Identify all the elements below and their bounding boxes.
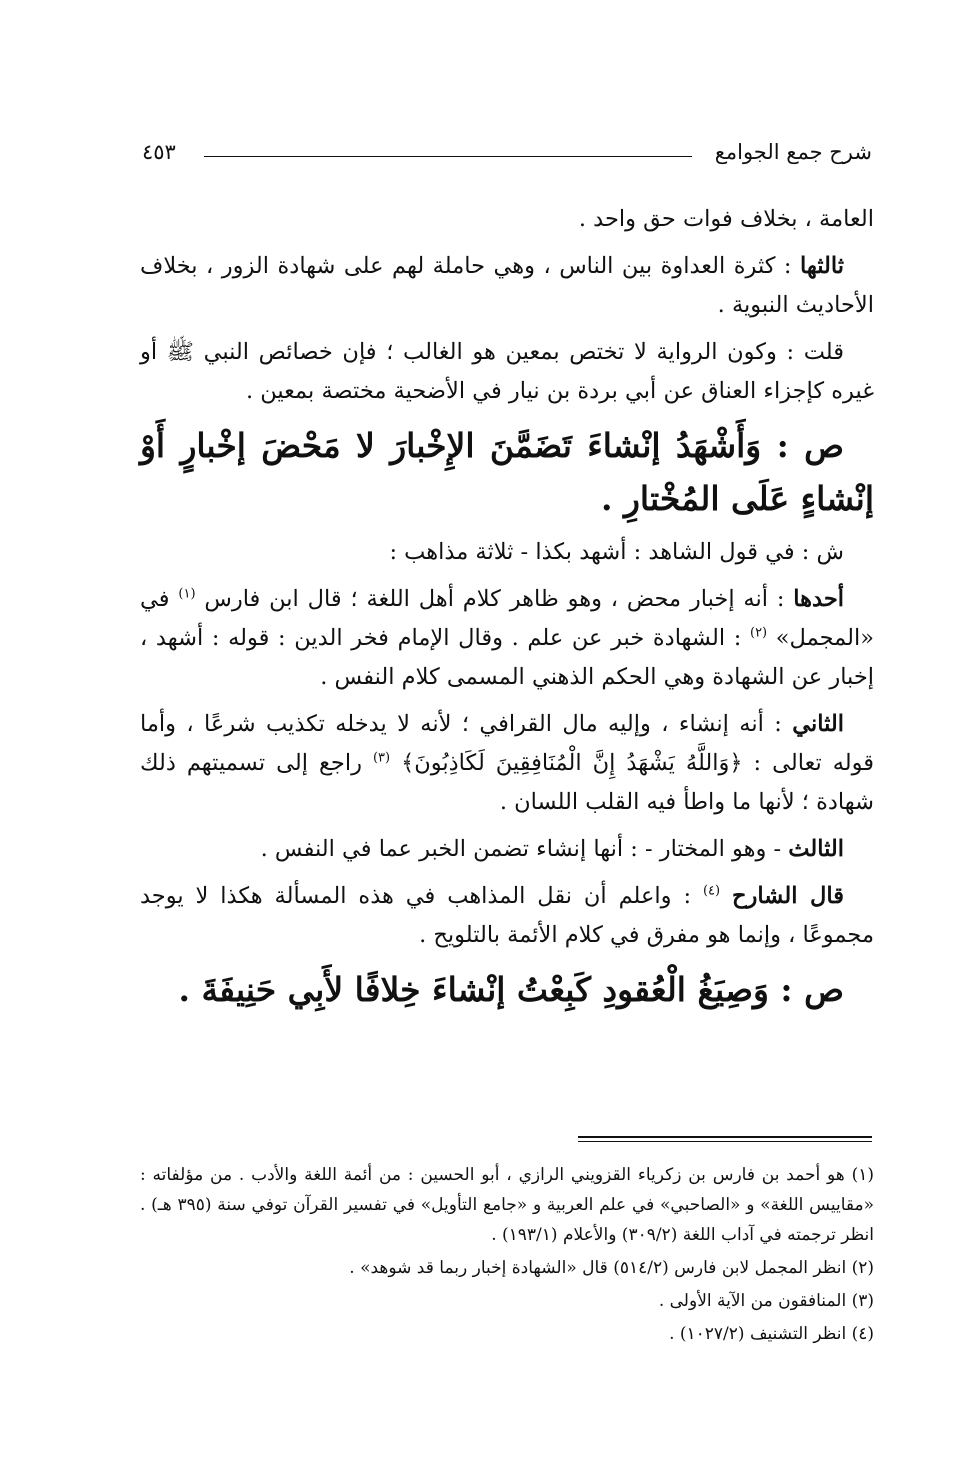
- page-number: ٤٥٣: [142, 140, 176, 164]
- footnote-ref-1[interactable]: (١): [178, 586, 196, 602]
- sharih-text: : واعلم أن نقل المذاهب في هذه المسألة هكذا لا يوجد مجموعًا ، وإنما هو مفرق في كلام الأئمة بالتلويح .: [140, 883, 874, 948]
- paragraph-continuation: العامة ، بخلاف فوات حق واحد .: [578, 206, 874, 232]
- footnote-ref-3[interactable]: (٣): [372, 750, 391, 766]
- matn-text-2: ص : وَصِيَغُ الْعُقودِ كَبِعْتُ إنْشاءَ خِلافًا لأَبِي حَنِيفَةَ .: [178, 970, 844, 1009]
- footnote-separator: [578, 1136, 872, 1142]
- footnote-1: (١) هو أحمد بن فارس بن زكرياء القزويني الرازي ، أبو الحسين : من أئمة اللغة والأدب . من مؤلفاته : «مقاييس اللغة» و «الصاحبي» في علم العربية و «جامع التأويل» في تفسير القرآن توفي سنة (٣٩٥ هـ) . انظر ترجمته في آداب اللغة (٣٠٩/٢) والأعلام (١٩٣/١) .: [140, 1165, 874, 1245]
- main-text: [140, 200, 874, 1024]
- footnote-2: (٢) انظر المجمل لابن فارس (٥١٤/٢) قال «الشهادة إخبار ربما قد شوهد» .: [349, 1258, 874, 1278]
- header-rule: [204, 156, 692, 157]
- paragraph-sharih: [140, 877, 874, 955]
- paragraph-second-view: [140, 705, 874, 822]
- footnote-ref-2[interactable]: (٢): [749, 625, 768, 641]
- label-thani: الثاني: [792, 711, 844, 737]
- paragraph-third-reason: [140, 247, 874, 325]
- book-title: شرح جمع الجوامع: [714, 140, 872, 164]
- matn-text-1: ص : وَأَشْهَدُ إنْشاءَ تَضَمَّنَ الإِخْبارَ لا مَحْضَ إخْبارٍ أَوْ إنْشاءٍ عَلَى المُخْتارِ .: [140, 426, 874, 518]
- footnote-4: (٤) انظر التشنيف (١٠٢٧/٢) .: [669, 1324, 874, 1344]
- label-ahaduha: أحدها: [793, 586, 844, 612]
- label-thalithuha: ثالثها: [800, 253, 844, 279]
- paragraph-first-view: [140, 580, 874, 697]
- first-view-text-a: : أنه إخبار محض ، وهو ظاهر كلام أهل اللغة ؛ قال ابن فارس: [195, 586, 794, 612]
- label-qal-al-sharih: قال الشارح: [732, 883, 844, 909]
- running-header: [142, 140, 872, 174]
- footnote-ref-4[interactable]: (٤): [702, 883, 721, 899]
- third-view-text: - وهو المختار - : أنها إنشاء تضمن الخبر عما في النفس .: [260, 836, 789, 862]
- third-reason-text: : كثرة العداوة بين الناس ، وهي حاملة لهم على شهادة الزور ، بخلاف الأحاديث النبوية .: [140, 253, 874, 318]
- paragraph-third-view: [140, 830, 874, 869]
- first-view-text-b: في «المجمل»: [140, 586, 874, 651]
- label-thalith: الثالث: [788, 836, 844, 862]
- paragraph-qultu: قلت : وكون الرواية لا تختص بمعين هو الغالب ؛ فإن خصائص النبي ﷺ أو غيره كإجزاء العناق عن أبي بردة بن نيار في الأضحية مختصة بمعين .: [140, 339, 874, 404]
- second-view-text-b: راجع إلى تسميتهم ذلك شهادة ؛ لأنها ما واطأ فيه القلب اللسان .: [140, 750, 874, 815]
- paragraph-sharh-intro: ش : في قول الشاهد : أشهد بكذا - ثلاثة مذاهب :: [389, 539, 844, 565]
- second-view-text-a: : أنه إنشاء ، وإليه مال القرافي ؛ لأنه لا يدخله تكذيب شرعًا ، وأما قوله تعالى : ﴿وَاللَّهُ يَشْهَدُ إِنَّ الْمُنَافِقِينَ لَكَاذِبُونَ﴾: [140, 711, 874, 776]
- footnotes: [140, 1160, 874, 1352]
- footnote-3: (٣) المنافقون من الآية الأولى .: [658, 1291, 874, 1311]
- first-view-text-c: : الشهادة خبر عن علم . وقال الإمام فخر الدين : قوله : أشهد ، إخبار عن الشهادة وهي الحكم الذهني المسمى كلام النفس .: [140, 625, 874, 690]
